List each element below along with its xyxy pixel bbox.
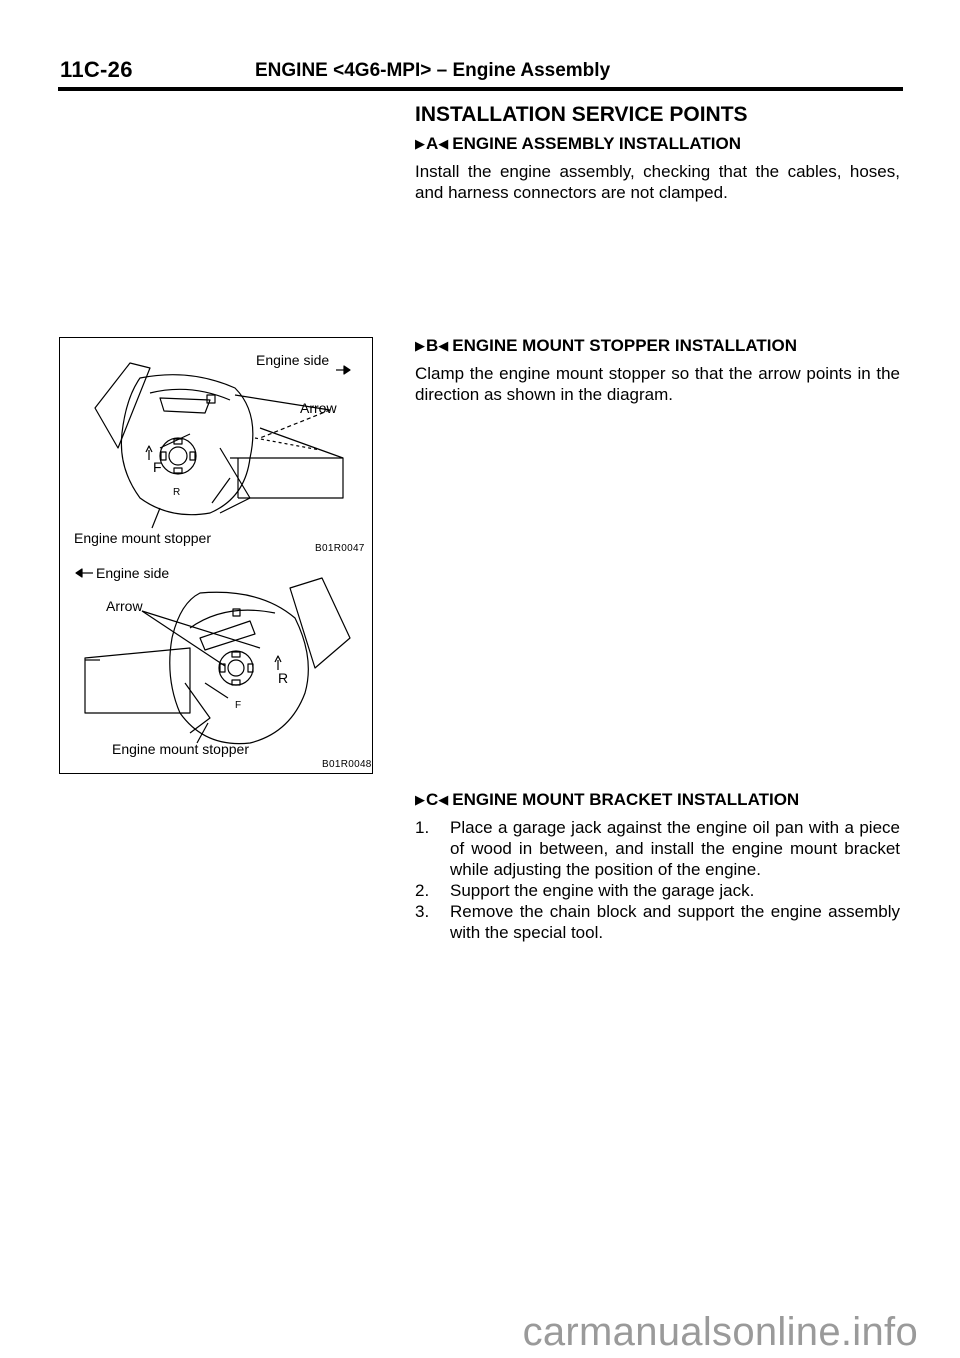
figure-code: B01R0047 (315, 543, 365, 554)
step-number: 2. (415, 881, 430, 900)
arrow-label: Arrow (300, 400, 337, 416)
step-text: Remove the chain block and support the engine assembly with the special tool. (450, 902, 900, 942)
page-number: 11C-26 (60, 57, 133, 82)
service-point-letter: C (426, 790, 439, 809)
engine-side-label: Engine side (96, 565, 170, 581)
right-triangle-icon: ▶ (415, 136, 425, 151)
service-point-a-heading (415, 134, 741, 154)
mark-r-label: R (173, 487, 181, 498)
left-triangle-icon: ◀ (438, 338, 449, 353)
watermark: carmanualsonline.info (522, 1310, 918, 1354)
page-header-title: ENGINE <4G6-MPI> – Engine Assembly (255, 60, 611, 81)
mark-f-label: F (153, 459, 162, 475)
service-point-title: ENGINE MOUNT BRACKET INSTALLATION (452, 790, 800, 809)
right-triangle-icon: ▶ (415, 338, 425, 353)
step-text: Support the engine with the garage jack. (450, 881, 755, 900)
left-triangle-icon: ◀ (438, 792, 449, 807)
mark-f-label: F (235, 700, 242, 711)
service-point-c-heading (415, 790, 799, 810)
step-number: 3. (415, 902, 430, 921)
service-point-letter: A (426, 134, 439, 153)
diagram-svg (60, 338, 374, 775)
engine-mount-stopper-label: Engine mount stopper (74, 530, 211, 546)
service-point-title: ENGINE ASSEMBLY INSTALLATION (452, 134, 741, 153)
engine-mount-stopper-diagram (59, 337, 373, 774)
section-title: INSTALLATION SERVICE POINTS (415, 103, 748, 126)
engine-mount-stopper-label: Engine mount stopper (112, 741, 249, 757)
step-number: 1. (415, 818, 430, 837)
bottom-diagram (76, 569, 350, 744)
service-point-c-steps (415, 817, 900, 943)
service-point-letter: B (426, 336, 439, 355)
service-point-title: ENGINE MOUNT STOPPER INSTALLATION (452, 336, 798, 355)
mark-r-label: R (278, 670, 289, 686)
list-item (415, 901, 900, 943)
arrow-label: Arrow (106, 598, 143, 614)
list-item (415, 817, 900, 880)
service-point-b-heading (415, 336, 797, 356)
header-rule (58, 87, 903, 91)
service-point-a-text: Install the engine assembly, checking that the cables, hoses, and harness connectors are not clamped. (415, 162, 900, 202)
service-point-b-text: Clamp the engine mount stopper so that the arrow points in the direction as shown in the diagram. (415, 364, 900, 404)
step-text: Place a garage jack against the engine oil pan with a piece of wood in between, and install the engine mount bracket while adjusting the position of the engine. (450, 818, 900, 879)
left-triangle-icon: ◀ (438, 136, 449, 151)
right-triangle-icon: ▶ (415, 792, 425, 807)
list-item (415, 880, 900, 901)
top-diagram (95, 363, 350, 528)
figure-code: B01R0048 (322, 759, 372, 770)
engine-side-label: Engine side (256, 352, 330, 368)
